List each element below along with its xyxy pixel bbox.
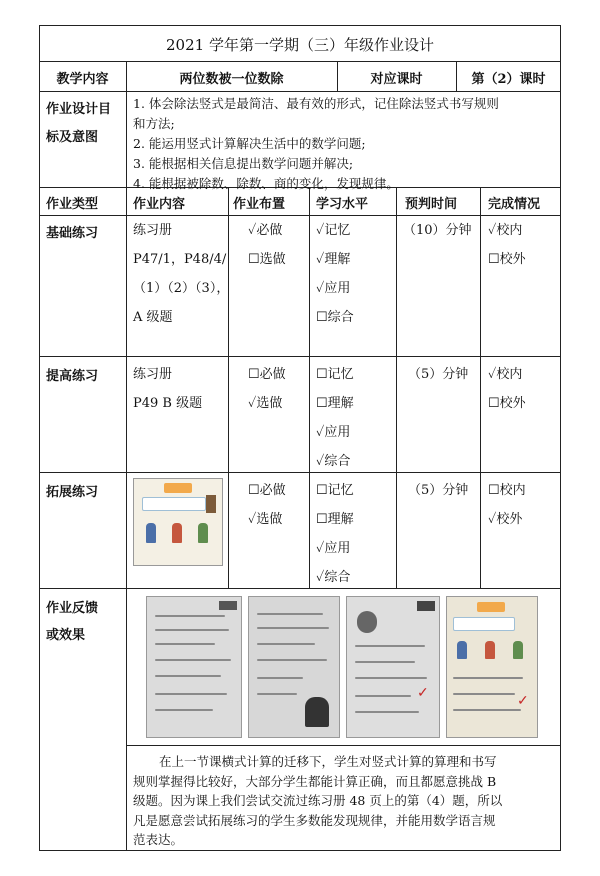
level-option: ☐记忆 [316, 483, 354, 498]
homework-photo [446, 596, 538, 738]
assign-option: ☐必做 [248, 367, 286, 382]
col-divider [480, 187, 481, 588]
status-option: ☐校外 [488, 396, 526, 411]
feedback-label: 或效果 [46, 628, 86, 643]
col-header-status: 完成情况 [488, 197, 541, 212]
feedback-line: 范表达。 [133, 832, 184, 847]
status-option: ✓校内 [488, 223, 523, 238]
col-header-type: 作业类型 [46, 197, 99, 212]
goal-list [133, 94, 558, 194]
row-type: 基础练习 [46, 226, 99, 241]
goal-item: 1. 体会除法竖式是最简洁、最有效的形式，记住除法竖式书写规则 [133, 96, 499, 111]
status-option: ☐校内 [488, 483, 526, 498]
content-line: A 级题 [133, 310, 173, 325]
goal-item: 和方法; [133, 116, 175, 131]
row-type: 拓展练习 [46, 485, 99, 500]
badge-shape [219, 601, 237, 610]
header-tag-shape [477, 602, 505, 612]
assign-option: ☐选做 [248, 252, 286, 267]
content-line: P49 B 级题 [133, 396, 203, 411]
level-option: ✓应用 [316, 541, 351, 556]
character-shape [305, 697, 329, 727]
level-option: ✓综合 [316, 570, 351, 585]
status-option: ✓校外 [488, 512, 523, 527]
lesson-label: 对应课时 [370, 72, 423, 87]
row-divider [39, 91, 561, 92]
row-assign [248, 476, 286, 534]
content-line: 练习册 [133, 367, 173, 382]
row-levels [316, 476, 354, 592]
goal-item: 2. 能运用竖式计算解决生活中的数学问题; [133, 136, 366, 151]
content-value: 两位数被一位数除 [179, 72, 284, 87]
row-divider [39, 472, 561, 473]
content-line: P47/1，P48/4/ [133, 252, 227, 267]
header-tag-shape [164, 483, 192, 493]
level-option: ✓理解 [316, 252, 351, 267]
row-divider [39, 61, 561, 62]
feedback-line: 凡是愿意尝试拓展练习的学生多数能发现规律，并能用数学语言规 [133, 812, 496, 828]
person-icon [172, 523, 182, 543]
row-divider [39, 356, 561, 357]
check-mark-icon: ✓ [417, 685, 429, 701]
col-divider [396, 187, 397, 588]
feedback-line: 规则掌握得比较好，大部分学生都能计算正确，而且都愿意挑战 B [133, 773, 497, 789]
assign-option: ☐必做 [248, 483, 286, 498]
lesson-value: 第（2）课时 [471, 72, 546, 87]
page-title: 2021 学年第一学期（三）年级作业设计 [166, 36, 434, 54]
level-option: ✓应用 [316, 425, 351, 440]
goal-item: 3. 能根据相关信息提出数学问题并解决; [133, 156, 354, 171]
homework-photo [146, 596, 242, 738]
extension-exercise-image [133, 478, 223, 566]
col-divider [126, 61, 127, 851]
level-option: ☐理解 [316, 512, 354, 527]
status-option: ☐校外 [488, 252, 526, 267]
row-type: 提高练习 [46, 369, 99, 384]
person-icon [198, 523, 208, 543]
person-icon [457, 641, 467, 659]
badge-shape [417, 601, 435, 611]
row-status [488, 476, 526, 534]
content-line: （1）（2）（3）， [133, 281, 230, 296]
feedback-label: 作业反馈 [46, 601, 99, 616]
row-time: （5）分钟 [408, 483, 469, 498]
person-icon [513, 641, 523, 659]
row-status [488, 360, 526, 418]
feedback-paragraph [133, 752, 558, 850]
level-option: ✓应用 [316, 281, 351, 296]
status-option: ✓校内 [488, 367, 523, 382]
level-option: ✓综合 [316, 454, 351, 469]
character-shape [206, 495, 216, 513]
row-status [488, 216, 526, 274]
row-divider [126, 745, 561, 746]
row-time: （10）分钟 [403, 223, 472, 238]
check-mark-icon: ✓ [517, 693, 529, 709]
row-assign [248, 360, 286, 418]
level-option: ☐理解 [316, 396, 354, 411]
goal-label: 作业设计目 [46, 102, 112, 117]
row-levels [316, 216, 354, 332]
speech-bubble-shape [142, 497, 206, 511]
person-icon [485, 641, 495, 659]
col-header-content: 作业内容 [133, 197, 186, 212]
row-time: （5）分钟 [408, 367, 469, 382]
feedback-line: 在上一节课横式计算的迁移下，学生对竖式计算的算理和书写 [159, 754, 497, 769]
assign-option: ✓选做 [248, 396, 283, 411]
row-content [133, 360, 202, 418]
level-option: ☐记忆 [316, 367, 354, 382]
goal-label: 标及意图 [46, 130, 99, 145]
row-divider [39, 588, 561, 589]
homework-photo [346, 596, 440, 738]
row-assign [248, 216, 286, 274]
row-content [133, 216, 229, 332]
person-icon [146, 523, 156, 543]
level-option: ✓记忆 [316, 223, 351, 238]
speech-bubble-shape [453, 617, 515, 631]
level-option: ☐综合 [316, 310, 354, 325]
content-label: 教学内容 [56, 72, 109, 87]
col-header-time: 预判时间 [405, 197, 458, 212]
character-shape [357, 611, 377, 633]
row-levels [316, 360, 354, 476]
row-divider [39, 215, 561, 216]
goal-item: 4. 能根据被除数、除数、商的变化，发现规律。 [133, 176, 399, 191]
assign-option: ✓必做 [248, 223, 283, 238]
col-divider [309, 187, 310, 588]
assign-option: ✓选做 [248, 512, 283, 527]
col-header-assign: 作业布置 [233, 197, 286, 212]
content-line: 练习册 [133, 223, 173, 238]
feedback-line: 级题。因为课上我们尝试交流过练习册 48 页上的第（4）题，所以 [133, 793, 503, 808]
homework-photo [248, 596, 340, 738]
col-header-level: 学习水平 [316, 197, 369, 212]
